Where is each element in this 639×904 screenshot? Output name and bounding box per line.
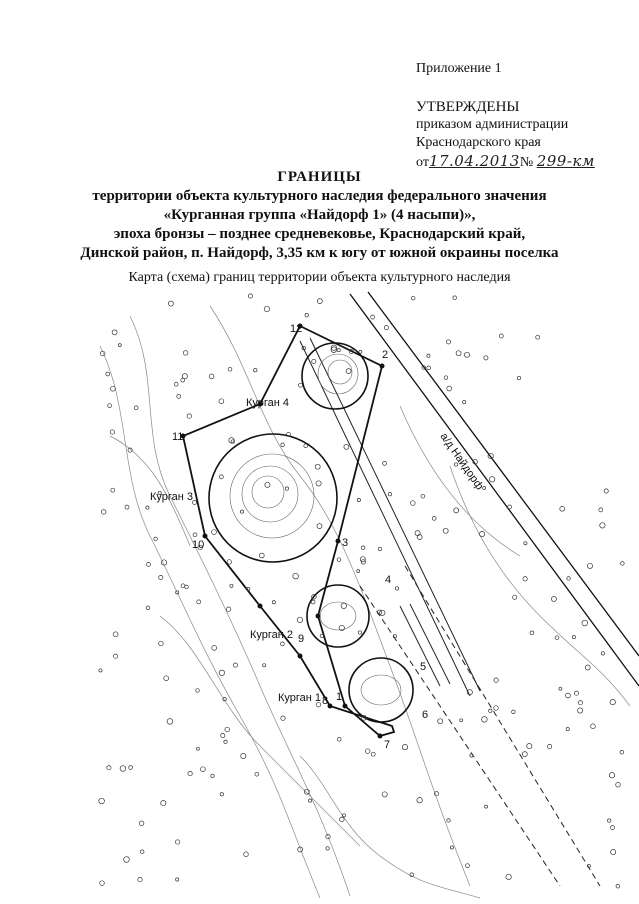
survey-point [447,386,452,391]
survey-point [159,575,163,579]
survey-point [432,517,436,521]
survey-point [411,501,416,506]
survey-point [187,414,191,418]
title-line1: территории объекта культурного наследия федерального значения [92,188,547,204]
survey-point [383,462,387,466]
survey-point [611,826,615,830]
survey-point [100,881,105,886]
point-9-label: 9 [298,633,305,645]
survey-point [114,654,118,658]
survey-point [183,351,188,356]
survey-point [254,369,257,372]
survey-point [111,386,116,391]
survey-point [112,330,117,335]
survey-point [312,359,316,363]
survey-point [259,553,264,558]
survey-point [240,510,243,513]
survey-point [572,636,575,639]
survey-point [453,296,457,300]
survey-point [177,395,181,399]
survey-point [196,747,199,750]
survey-point [181,378,185,382]
survey-point [559,687,562,690]
dirt-road [300,338,600,886]
survey-point [524,542,527,545]
approved-line2: Краснодарского края [416,135,541,150]
highway [350,292,639,686]
survey-point [490,477,495,482]
survey-point [193,533,197,537]
order-number: 299-км [536,152,595,170]
point-3-label: 3 [342,537,349,549]
survey-point [219,475,223,479]
approved-line1: приказом администрации [416,117,569,132]
survey-point [421,494,425,498]
survey-point [517,376,520,379]
survey-point [99,669,102,672]
survey-point [233,663,237,667]
survey-point [168,301,173,306]
survey-point [484,356,488,360]
survey-point [139,821,144,826]
survey-point [337,558,341,562]
survey-point [111,488,115,492]
survey-point [608,819,611,822]
survey-point [164,676,169,681]
survey-point [465,352,470,357]
survey-point [444,376,448,380]
survey-point [530,631,534,635]
point-4-label: 4 [385,574,392,586]
survey-point [358,631,361,634]
survey-point [574,691,578,695]
survey-point [582,620,588,626]
survey-point [193,501,197,505]
survey-point [402,744,407,749]
survey-point [197,600,201,604]
survey-point [371,315,375,319]
survey-point [482,717,488,723]
survey-point [118,344,121,347]
survey-point [219,399,224,404]
survey-point [175,840,179,844]
survey-point [304,444,308,448]
survey-point [601,652,604,655]
survey-point [326,847,329,850]
survey-point [220,793,223,796]
title-heading: ГРАНИЦЫ [277,169,362,185]
survey-point [209,374,214,379]
survey-point [494,678,498,682]
title-line2: «Курганная группа «Найдорф 1» (4 насыпи)», [163,207,476,223]
survey-point [427,354,430,357]
survey-point [317,299,322,304]
survey-point [611,850,616,855]
survey-point [120,766,126,772]
survey-point [140,850,144,854]
survey-point [309,799,312,802]
survey-point [147,562,151,566]
survey-point [227,560,231,564]
survey-point [106,372,110,376]
survey-point [99,798,105,804]
survey-point [560,506,565,511]
survey-point [555,636,559,640]
survey-point [620,750,624,754]
survey-point [346,369,351,374]
survey-point [609,773,614,778]
order-date: 17.04.2013 [428,152,520,170]
survey-point [211,774,214,777]
point-10-label: 10 [192,539,205,551]
survey-point [263,664,266,667]
survey-point [604,489,608,493]
survey-point [248,294,252,298]
survey-point [417,798,422,803]
survey-point [480,531,485,536]
survey-point [447,819,451,823]
survey-point [456,351,461,356]
survey-point [483,487,486,490]
survey-point [272,601,275,604]
survey-point [340,817,345,822]
survey-point [547,744,551,748]
survey-point [508,505,512,509]
survey-point [411,296,415,300]
survey-point [527,744,532,749]
survey-point [610,699,615,704]
survey-point [281,443,285,447]
survey-point [361,546,365,550]
survey-point [255,772,259,776]
survey-point [621,562,625,566]
survey-point [281,642,285,646]
mound-4-label: Курган 4 [246,397,290,409]
survey-point [225,727,230,732]
mound-3-label: Курган 3 [150,491,194,503]
survey-point [337,737,341,741]
survey-point [600,523,605,528]
survey-point [125,505,129,509]
survey-point [337,349,340,352]
survey-point [599,508,603,512]
survey-point [522,752,527,757]
survey-point [201,767,206,772]
point-2-label: 2 [382,349,389,361]
survey-point [134,406,138,410]
survey-point [567,577,571,581]
mound-1-label: Курган 1 [278,692,322,704]
title-line3: эпоха бронзы – позднее средневековье, Краснодарский край, [113,226,526,242]
survey-point [591,724,596,729]
point-11-label: 11 [172,431,184,443]
survey-point [566,693,571,698]
survey-point [124,857,130,863]
survey-point [512,710,516,714]
survey-point [285,487,288,490]
survey-point [281,716,285,720]
survey-point [146,506,149,509]
from-label: от [416,155,429,170]
survey-point [108,404,112,408]
survey-point [138,877,142,881]
survey-point [463,401,466,404]
survey-point [450,846,453,849]
approved-heading: УТВЕРЖДЕНЫ [416,99,520,115]
survey-point [388,493,391,496]
point-6-label: 6 [422,709,429,721]
survey-point [101,510,106,515]
survey-point [616,782,621,787]
survey-point [196,689,200,693]
survey-point [244,852,249,857]
survey-point [380,610,385,615]
survey-point [167,719,173,725]
point-1-label: 1 [336,691,343,703]
survey-point [578,708,583,713]
survey-point [446,340,450,344]
survey-point [616,884,620,888]
survey-point [513,595,517,599]
survey-point [107,766,111,770]
point-5-label: 5 [420,661,427,673]
survey-point [566,728,569,731]
territory-boundary [183,326,394,736]
survey-point [161,801,166,806]
survey-point [365,749,370,754]
survey-point [297,617,302,622]
map-caption: Карта (схема) границ территории объекта культурного наследия [128,270,511,285]
survey-point [485,805,488,808]
survey-point [265,482,270,487]
point-12-label: 12 [290,323,303,335]
survey-point [113,632,118,637]
survey-point [523,577,527,581]
survey-point [585,665,590,670]
survey-point [587,563,592,568]
mound-1-circle [349,658,413,722]
document-title [0,168,639,263]
survey-point [311,600,315,604]
survey-point [224,740,227,743]
survey-point [129,766,133,770]
survey-point [357,498,360,501]
mound-2-label: Курган 2 [250,629,294,641]
survey-point [315,464,320,469]
survey-point [506,874,511,879]
survey-point [395,587,398,590]
boundary-map [0,286,639,904]
mound-3-circle [209,434,337,562]
survey-point [110,430,114,434]
survey-point [212,646,217,651]
survey-point [341,603,346,608]
survey-point [438,719,443,724]
survey-point [264,306,269,311]
point-8-label: 8 [322,695,329,707]
survey-point [154,537,158,541]
survey-point [176,878,179,881]
survey-point [305,314,308,317]
survey-point [230,584,233,587]
appendix-label: Приложение 1 [416,61,502,76]
survey-point [293,573,299,579]
survey-point [536,335,540,339]
survey-point [228,367,232,371]
survey-point [181,584,185,588]
survey-point [578,701,582,705]
survey-point [299,383,303,387]
survey-point [226,607,230,611]
survey-point [499,334,503,338]
survey-point [460,719,463,722]
survey-point [443,528,448,533]
point-7-label: 7 [384,739,391,751]
survey-point [489,709,492,712]
survey-point [551,597,556,602]
survey-point [219,670,224,675]
survey-point [174,382,178,386]
survey-point [316,481,321,486]
survey-point [317,524,322,529]
approval-block [416,60,626,172]
survey-point [212,530,217,535]
survey-point [221,733,225,737]
survey-point [494,706,499,711]
survey-point [384,326,388,330]
road-label: а/д Найдорф [437,430,486,493]
survey-point [241,753,246,758]
survey-point [454,508,459,513]
survey-point [357,570,360,573]
survey-point [359,350,362,353]
survey-point [188,771,192,775]
survey-point [371,752,375,756]
survey-point [466,864,470,868]
title-line4: Динской район, п. Найдорф, 3,35 км к югу от южной окраины поселка [80,245,559,261]
number-label: № [519,155,534,170]
survey-point [427,366,431,370]
mound-circles [209,343,413,722]
survey-point [378,547,381,550]
survey-point [344,444,349,449]
survey-point [159,641,164,646]
survey-point [382,792,387,797]
survey-point [146,606,150,610]
